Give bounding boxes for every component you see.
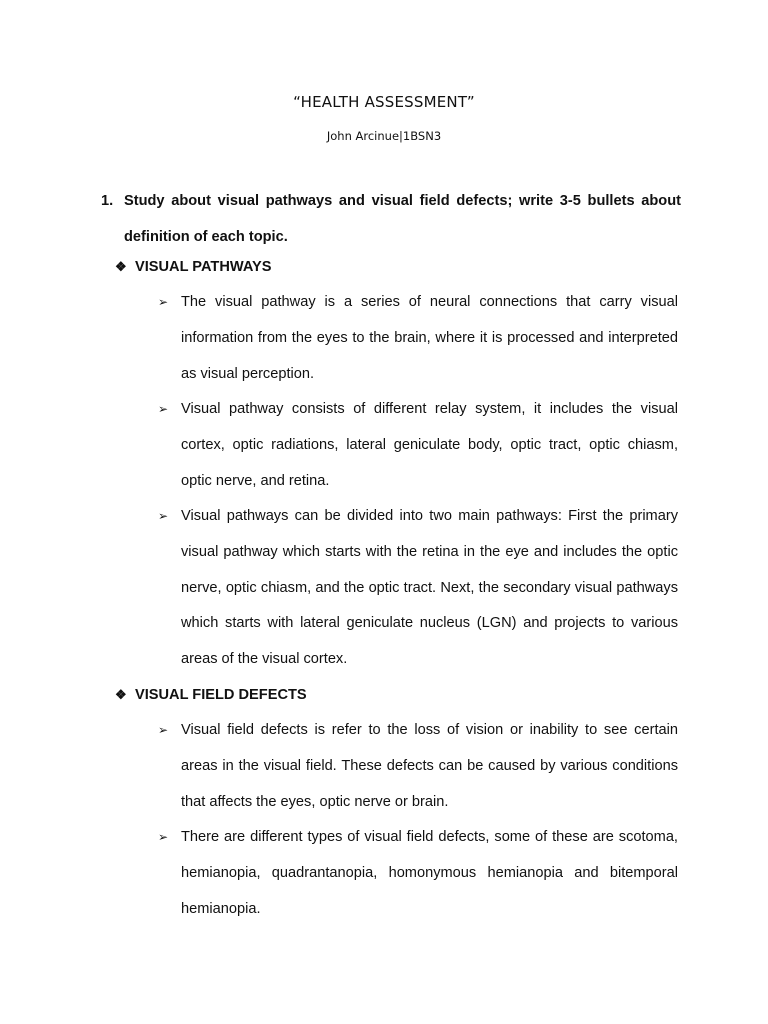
- arrow-bullet-icon: ➢: [158, 402, 169, 416]
- list-item: [158, 285, 678, 392]
- diamond-bullet-icon: ❖: [115, 259, 127, 274]
- section-heading-text: VISUAL PATHWAYS: [135, 259, 272, 275]
- section-heading-visual-pathways: [115, 257, 272, 277]
- list-item: [158, 820, 678, 927]
- section-heading-visual-field-defects: [115, 685, 307, 705]
- question-number: 1.: [101, 193, 114, 209]
- list-item-text: Visual field defects is refer to the loss of vision or inability to see certain areas in the visual field. These defects can be caused by various conditions that affects the eyes, optic nerve or brain.: [181, 722, 678, 810]
- list-item: [158, 499, 678, 678]
- arrow-bullet-icon: ➢: [158, 830, 169, 844]
- list-item-text: The visual pathway is a series of neural connections that carry visual information from the eyes to the brain, where it is processed and interpreted as visual perception.: [181, 294, 678, 382]
- arrow-bullet-icon: ➢: [158, 723, 169, 737]
- list-item-text: Visual pathway consists of different relay system, it includes the visual cortex, optic radiations, lateral geniculate body, optic tract, optic chiasm, optic nerve, and retina.: [181, 401, 678, 489]
- list-item-text: Visual pathways can be divided into two main pathways: First the primary visual pathway which starts with the retina in the eye and includes the optic nerve, optic chiasm, and the optic tract. Next, the secondary visual pathways which starts with lateral geniculate nucleus (LGN) and projects to various areas of the visual cortex.: [181, 508, 678, 668]
- diamond-bullet-icon: ❖: [115, 687, 127, 702]
- question-item: [101, 183, 681, 255]
- list-item: [158, 392, 678, 499]
- arrow-bullet-icon: ➢: [158, 295, 169, 309]
- document-title: “HEALTH ASSESSMENT”: [293, 93, 475, 111]
- list-item: [158, 713, 678, 820]
- question-text: Study about visual pathways and visual field defects; write 3-5 bullets about definition of each topic.: [124, 193, 681, 245]
- arrow-bullet-icon: ➢: [158, 509, 169, 523]
- list-item-text: There are different types of visual field defects, some of these are scotoma, hemianopia, quadrantanopia, homonymous hemianopia and bitemporal hemianopia.: [181, 829, 678, 917]
- document-author: John Arcinue|1BSN3: [326, 129, 442, 143]
- section-heading-text: VISUAL FIELD DEFECTS: [135, 687, 307, 703]
